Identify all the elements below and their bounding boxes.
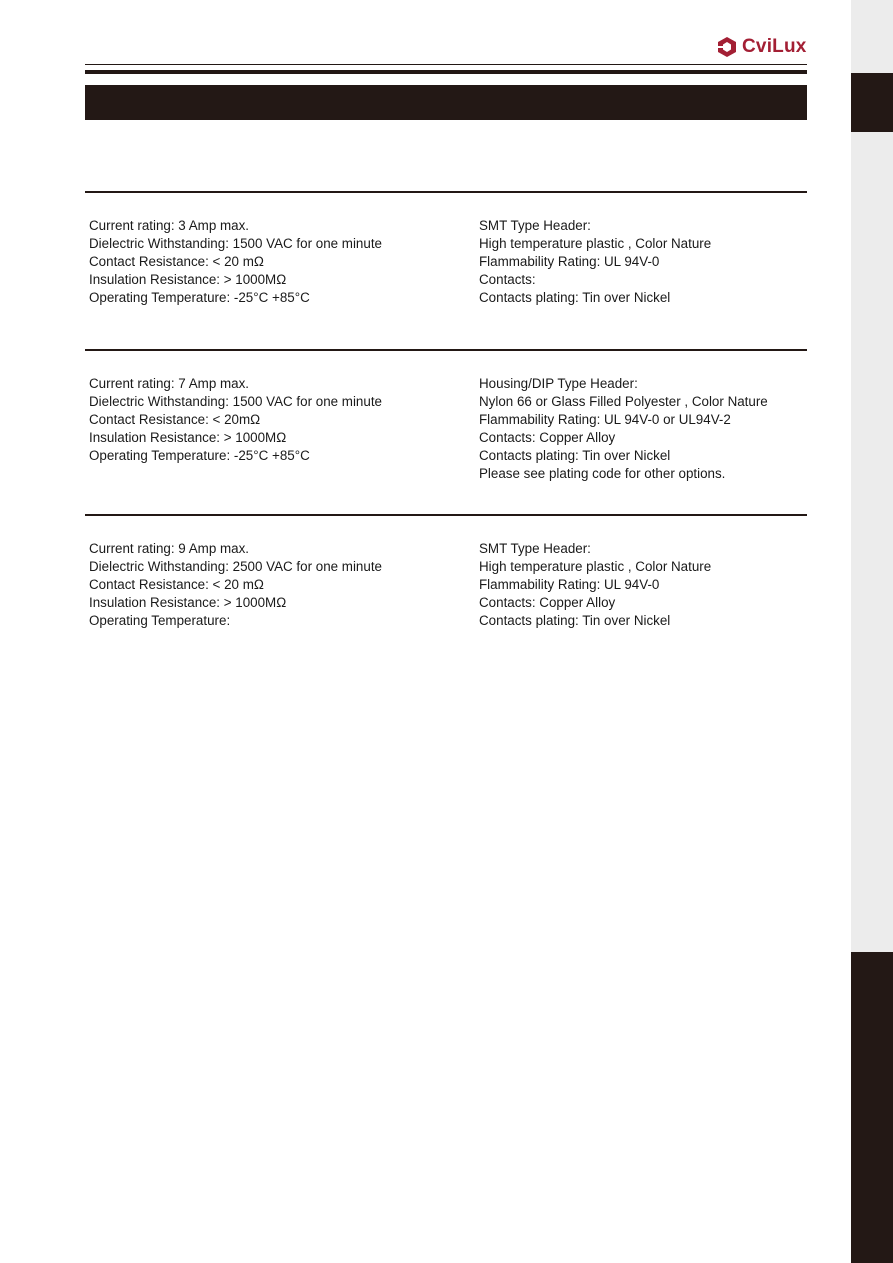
spec-line: Contacts plating: Tin over Nickel <box>479 613 671 628</box>
spec-line: Insulation Resistance: > 1000MΩ <box>89 272 287 287</box>
cvilux-logo-icon <box>716 36 738 58</box>
spec-line: Flammability Rating: UL 94V-0 <box>479 577 660 592</box>
spec-line: Contact Resistance: < 20mΩ <box>89 412 261 427</box>
spec-line: Dielectric Withstanding: 2500 VAC for one minute <box>89 559 382 574</box>
spec-line: Contacts: Copper Alloy <box>479 595 616 610</box>
spec-line: Housing/DIP Type Header: <box>479 376 638 391</box>
side-index-tab-bottom <box>851 952 893 1263</box>
spec-line: Operating Temperature: <box>89 613 231 628</box>
section-divider <box>85 349 807 351</box>
spec-line: Dielectric Withstanding: 1500 VAC for one minute <box>89 394 382 409</box>
electrical-specs <box>89 540 382 630</box>
side-index-tab-top <box>851 73 893 132</box>
header-rule-thick <box>85 70 807 74</box>
spec-line: Contacts: <box>479 272 536 287</box>
spec-line: Flammability Rating: UL 94V-0 <box>479 254 660 269</box>
material-specs <box>479 217 711 307</box>
spec-line: Operating Temperature: -25°C +85°C <box>89 448 310 463</box>
spec-line: Current rating: 3 Amp max. <box>89 218 250 233</box>
electrical-specs <box>89 217 382 307</box>
brand-name: CviLux <box>742 36 807 57</box>
spec-line: Current rating: 9 Amp max. <box>89 541 250 556</box>
header-rule-thin <box>85 64 807 65</box>
material-specs <box>479 375 768 483</box>
brand-logo <box>716 36 807 58</box>
spec-line: SMT Type Header: <box>479 541 591 556</box>
material-specs <box>479 540 711 630</box>
spec-line: Contacts plating: Tin over Nickel <box>479 448 671 463</box>
spec-line: High temperature plastic , Color Nature <box>479 236 712 251</box>
spec-line: Please see plating code for other options. <box>479 466 726 481</box>
spec-line: Contact Resistance: < 20 mΩ <box>89 577 264 592</box>
spec-line: Insulation Resistance: > 1000MΩ <box>89 595 287 610</box>
spec-line: Insulation Resistance: > 1000MΩ <box>89 430 287 445</box>
spec-line: SMT Type Header: <box>479 218 591 233</box>
spec-line: Operating Temperature: -25°C +85°C <box>89 290 310 305</box>
section-divider <box>85 191 807 193</box>
spec-line: Flammability Rating: UL 94V-0 or UL94V-2 <box>479 412 731 427</box>
electrical-specs <box>89 375 382 465</box>
spec-line: Contacts: Copper Alloy <box>479 430 616 445</box>
section-title-bar <box>85 85 807 120</box>
spec-line: Current rating: 7 Amp max. <box>89 376 250 391</box>
spec-line: Dielectric Withstanding: 1500 VAC for one minute <box>89 236 382 251</box>
spec-line: High temperature plastic , Color Nature <box>479 559 712 574</box>
spec-line: Nylon 66 or Glass Filled Polyester , Color Nature <box>479 394 768 409</box>
spec-line: Contacts plating: Tin over Nickel <box>479 290 671 305</box>
spec-line: Contact Resistance: < 20 mΩ <box>89 254 264 269</box>
section-divider <box>85 514 807 516</box>
